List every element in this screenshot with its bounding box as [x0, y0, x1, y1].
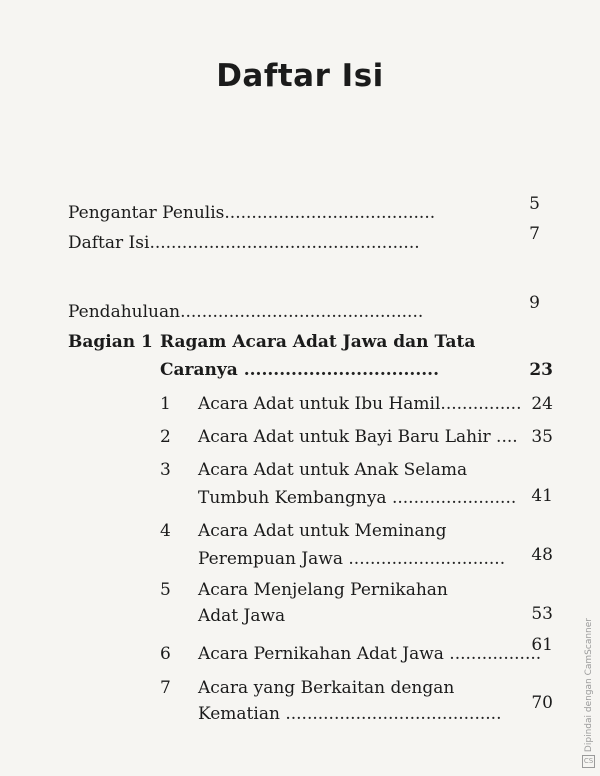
chapter-page: 41: [531, 486, 553, 506]
camscanner-logo-icon: CS: [582, 755, 595, 768]
chapter-entry[interactable]: Acara Adat untuk Anak Selama: [198, 460, 468, 480]
chapter-entry-continued[interactable]: Kematian ........................................: [198, 704, 502, 724]
chapter-entry[interactable]: Acara Menjelang Pernikahan: [198, 580, 448, 600]
toc-entry[interactable]: Pendahuluan.............................................: [68, 302, 424, 322]
chapter-number: 3: [160, 460, 171, 480]
toc-entry-page: 5: [529, 194, 540, 214]
chapter-page: 48: [531, 545, 553, 565]
toc-entry[interactable]: Daftar Isi..................................................: [68, 233, 420, 253]
chapter-number: 1: [160, 394, 171, 414]
chapter-entry-continued[interactable]: Perempuan Jawa .............................: [198, 549, 506, 569]
toc-entry-label: Pengantar Penulis: [68, 203, 225, 223]
chapter-number: 4: [160, 521, 171, 541]
chapter-page: 53: [531, 604, 553, 624]
part-title-line2[interactable]: Caranya .................................: [160, 360, 440, 380]
chapter-number: 5: [160, 580, 171, 600]
chapter-entry[interactable]: Acara Adat untuk Ibu Hamil...............: [198, 394, 522, 414]
toc-entry[interactable]: Pengantar Penulis.......................................: [68, 203, 436, 223]
chapter-page: 61: [531, 635, 553, 655]
bleed-through-text: [250, 10, 550, 11]
chapter-number: 6: [160, 644, 171, 664]
chapter-number: 7: [160, 678, 171, 698]
toc-entry-page: 7: [529, 224, 540, 244]
chapter-entry-continued[interactable]: Adat Jawa: [198, 606, 286, 626]
scanner-watermark: Dipindai dengan CamScanner: [584, 617, 594, 752]
part-title-line1[interactable]: Ragam Acara Adat Jawa dan Tata: [160, 332, 476, 352]
toc-entry-page: 9: [529, 293, 540, 313]
chapter-entry-continued[interactable]: Tumbuh Kembangnya .......................: [198, 488, 517, 508]
chapter-number: 2: [160, 427, 171, 447]
part-prefix: Bagian 1: [68, 332, 153, 352]
toc-entry-label: Daftar Isi: [68, 233, 150, 253]
page-title: Daftar Isi: [216, 58, 384, 94]
part-page: 23: [529, 360, 553, 380]
chapter-entry[interactable]: Acara Adat untuk Meminang: [198, 521, 447, 541]
toc-entry-label: Pendahuluan: [68, 302, 181, 322]
chapter-entry[interactable]: Acara yang Berkaitan dengan: [198, 678, 455, 698]
chapter-entry[interactable]: Acara Pernikahan Adat Jawa .................: [198, 644, 542, 664]
chapter-page: 24: [531, 394, 553, 414]
chapter-page: 35: [531, 427, 553, 447]
chapter-entry[interactable]: Acara Adat untuk Bayi Baru Lahir ....: [198, 427, 518, 447]
chapter-page: 70: [531, 693, 553, 713]
